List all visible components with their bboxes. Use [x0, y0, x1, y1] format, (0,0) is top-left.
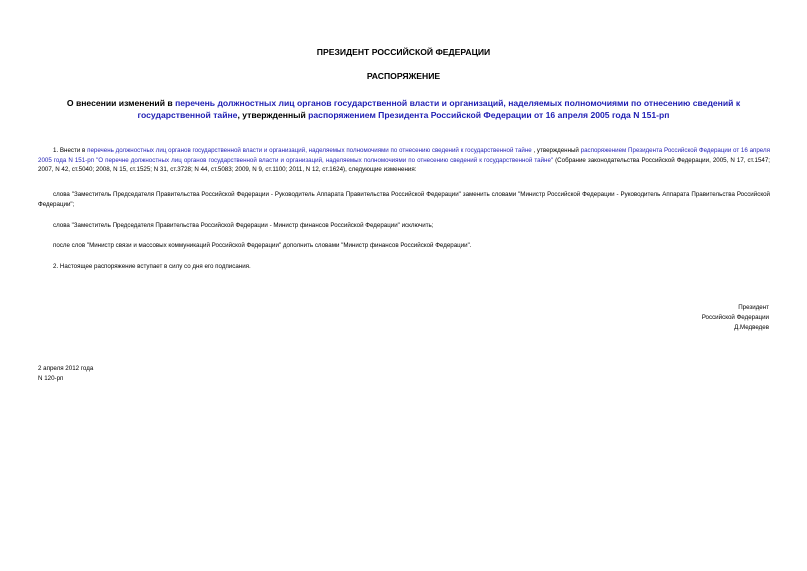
paragraph-1 — [38, 146, 770, 175]
paragraph-1-link-list[interactable]: перечень должностных лиц органов государственной власти и организаций, наделяемых полномочиями по отнесению сведений к государственной тайне — [87, 147, 532, 154]
document-date: 2 апреля 2012 года — [38, 365, 94, 372]
paragraph-1-link-order[interactable]: распоряжением Президента Российской Федерации от 16 апреля 2005 года N 151-рп "О перечне должностных лиц органов государственной власти и организаций, наделяемых полномочиями по отнесению сведений к государственной тайне" — [38, 147, 770, 164]
signature-block — [702, 303, 769, 333]
title-link-list[interactable]: перечень должностных лиц органов государственной власти и организаций, наделяемых полномочиями по отнесению сведений к государственной тайне — [137, 98, 741, 120]
paragraph-4: после слов "Министр связи и массовых коммуникаций Российской Федерации" дополнить словами "Министр финансов Российской Федерации". — [53, 242, 472, 249]
paragraph-5: 2. Настоящее распоряжение вступает в силу со дня его подписания. — [53, 263, 251, 270]
title-prefix: О внесении изменений в — [66, 98, 176, 108]
paragraph-1-part-2: , утвержденный — [531, 147, 581, 154]
paragraph-2: слова "Заместитель Председателя Правительства Российской Федерации - Руководитель Аппарата Правительства Российской Федерации" заменить словами "Министр Российской Федерации - Руководитель Аппарата Правительства Российской Федерации"; — [38, 191, 770, 208]
document-title — [52, 98, 755, 121]
paragraph-1-part-1: 1. Внести в — [53, 147, 88, 154]
signature-title: Президент — [738, 304, 769, 311]
paragraph-3: слова "Заместитель Председателя Правительства Российской Федерации - Министр финансов Российской Федерации" исключить; — [53, 222, 434, 229]
paragraph-1-part-3: (Собрание законодательства Российской Федерации, 2005, N 17, ст.1547; 2007, N 42, ст.5040; 2008, N 15, ст.1525; N 31, ст.3728; N 44, ст.5083; 2009, N 9, ст.1100; 2011, N 12, ст.1624), следующие изменения: — [38, 156, 770, 173]
issuer-heading: ПРЕЗИДЕНТ РОССИЙСКОЙ ФЕДЕРАЦИИ — [316, 47, 491, 57]
title-link-order[interactable]: распоряжением Президента Российской Федерации от 16 апреля 2005 года N 151-рп — [308, 109, 670, 120]
signature-name: Д.Медведев — [734, 324, 769, 331]
document-number: N 120-рп — [38, 375, 64, 382]
document-type-heading: РАСПОРЯЖЕНИЕ — [366, 71, 441, 81]
document-meta — [38, 364, 93, 384]
title-middle: , утвержденный — [237, 109, 309, 120]
signature-country: Российской Федерации — [701, 314, 769, 321]
